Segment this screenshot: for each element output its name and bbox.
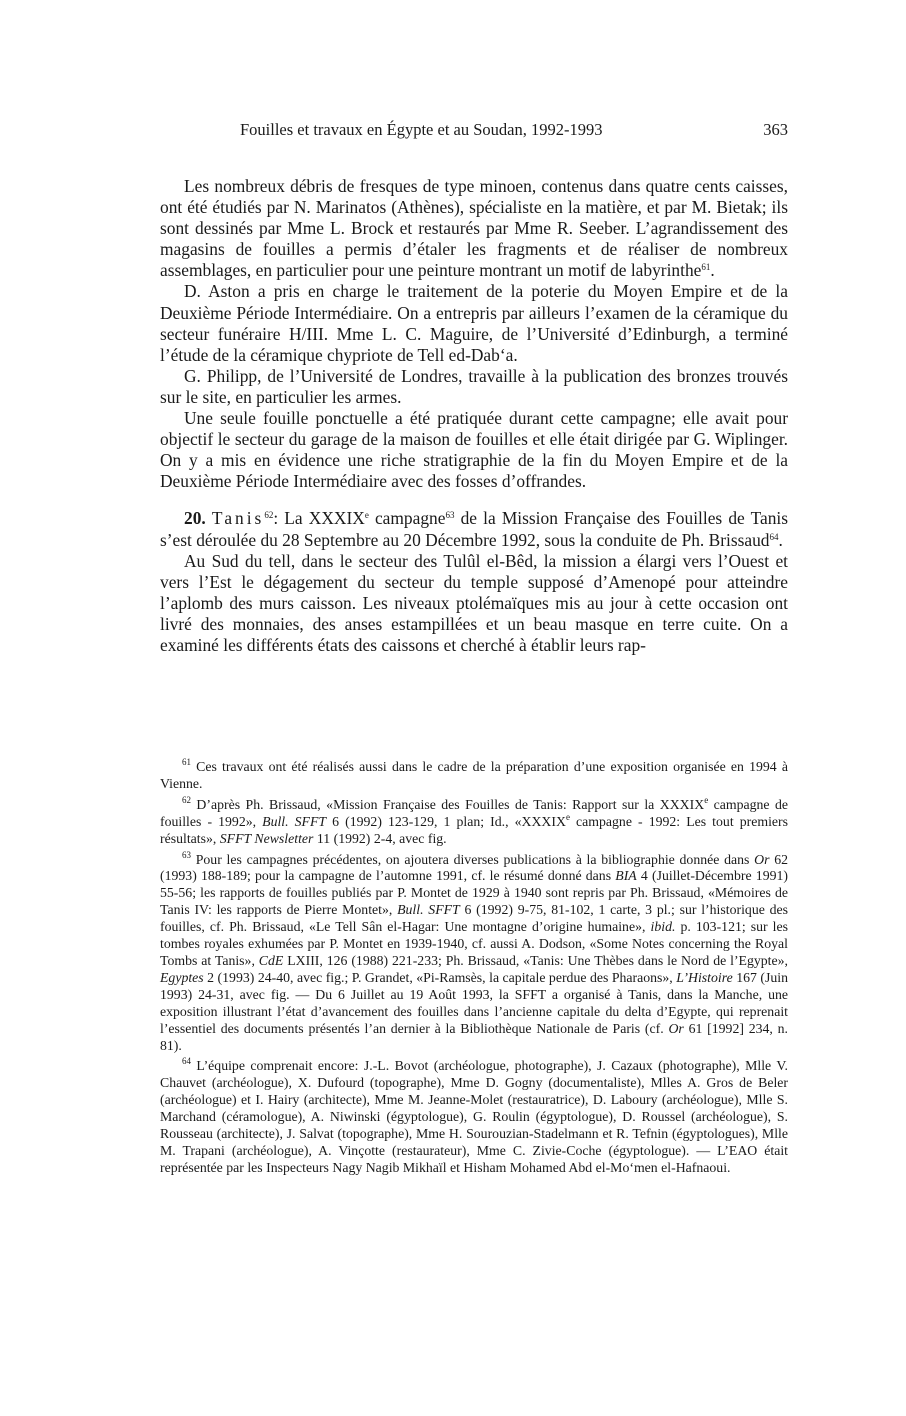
footnote <box>160 794 789 848</box>
text-run: campagne - 1992: Les tout premiers résultats», <box>160 813 788 846</box>
site-name: Tanis <box>211 508 265 529</box>
section-number: 20. <box>184 508 206 529</box>
note-ref: 63 <box>445 510 455 521</box>
italic-title: Bull. SFFT <box>262 813 327 829</box>
text-run: : La XXXIX <box>273 508 365 529</box>
paragraph <box>160 508 788 550</box>
text-run: D’après Ph. Brissaud, «Mission Française des Fouilles de Tanis: Rapport sur la XXXIX <box>191 796 705 812</box>
italic-title: L’Histoire <box>676 969 733 985</box>
paragraph <box>160 281 788 365</box>
page-number: 363 <box>763 120 788 139</box>
text-run: 62 (1993) 188-189; pour la campagne de l’automne 1991, cf. le résumé donné dans <box>160 851 788 884</box>
text-run: 167 (Juin 1993) 24-31, avec fig. — Du 6 Juillet au 19 Août 1993, la SFFT a organisé à Tanis, dans la Manche, une exposition illustrant l’état d’avancement des fouilles dans l’ancienne capitale du delta d’Egypte, qui reprenait l’essentiel des documents présentés l’an dernier à la Bibliothèque Nationale de Paris (cf. <box>160 969 788 1036</box>
text-run: Ces travaux ont été réalisés aussi dans le cadre de la préparation d’une exposition organisée en 1994 à Vienne. <box>160 759 788 791</box>
paragraph <box>160 366 788 408</box>
note-ref: 64 <box>769 531 779 542</box>
italic-title: Bull. SFFT <box>397 902 460 918</box>
text-run: . <box>710 260 715 281</box>
note-ref: e <box>565 811 570 822</box>
text-run: campagne <box>368 508 446 529</box>
text-run: L’équipe comprenait encore: J.-L. Bovot (archéologue, photographe), J. Cazaux (photographe), Mlle V. Chauvet (archéologue), X. Dufourd (topographe), Mme D. Gogny (documentaliste), Mlles A. Gros de Beler (archéologue) et I. Hairy (architecte), Mme M. Jeanne-Molet (restauratrice), D. Laboury (archéologue), Mlle S. Marchand (céramologue), A. Niwinski (égyptologue), G. Roulin (égyptologue), D. Roussel (archéologue), S. Rousseau (architecte), J. Salvat (topographe), Mme H. Sourouzian-Stadelmann et R. Tefnin (égyptologues), Mlle M. Trapani (archéologue), A. Vinçotte (restaurateur), Mme C. Zivie-Coche (égyptologue). — L’EAO était représentée par les Inspecteurs Nagy Nagib Mikhaïl et Hisham Mohamed Abd el-Mo‘men el-Hafnaoui. <box>160 1058 788 1175</box>
note-ref: 61 <box>182 757 191 767</box>
paragraph <box>160 408 788 492</box>
text-run: Les nombreux débris de fresques de type minoen, contenus dans quatre cents caisses, ont été étudiés par N. Marinatos (Athènes), spécialiste en la matière, et par M. Bietak; ils sont dessinés par Mme L. Brock et restaurés par Mme R. Seeber. L’agrandissement des magasins de fouilles a permis d’étaler les fragments et de réaliser de nombreux assemblages, en particulier pour une peinture montrant un motif de labyrinthe <box>160 176 788 281</box>
note-ref: 64 <box>182 1056 191 1067</box>
text-run: p. 103-121; sur les tombes royales exhumées par P. Montet en 1939-1940, cf. aussi A. Dodson, «Some Notes concerning the Royal Tombs at Tanis», <box>160 919 788 968</box>
note-ref: e <box>364 510 369 521</box>
italic-title: Or <box>754 851 770 867</box>
italic-title: SFFT Newsletter <box>219 830 314 846</box>
footnote <box>160 759 788 793</box>
running-title: Fouilles et travaux en Égypte et au Soudan, 1992-1993 <box>240 120 603 139</box>
italic-title: CdE <box>258 952 284 968</box>
text-run: 6 (1992) 9-75, 81-102, 1 carte, 3 pl.; sur l’historique des fouilles, cf. Ph. Brissaud, «Le Tell Sân el-Hagar: Une montagne d’origine humaine», <box>160 902 788 935</box>
footnote <box>160 1058 788 1176</box>
paragraph <box>160 551 788 656</box>
running-header <box>160 120 788 144</box>
text-run: 2 (1993) 24-40, avec fig.; P. Grandet, «Pi-Ramsès, la capitale perdue des Pharaons», <box>203 969 677 985</box>
italic-title: ibid. <box>650 919 676 935</box>
paragraph <box>160 176 788 281</box>
italic-title: Egyptes <box>160 969 204 985</box>
note-ref: 62 <box>182 794 191 805</box>
text-run: D. Aston a pris en charge le traitement de la poterie du Moyen Empire et de la Deuxième Période Intermédiaire. On a entrepris par ailleurs l’examen de la céramique du secteur funéraire H/III. Mme L. C. Maguire, de l’Université d’Edinburgh, a terminé l’étude de la céramique chypriote de Tell ed-Dab‘a. <box>160 281 788 365</box>
text-run: de la Mission Française des Fouilles de Tanis s’est déroulée du 28 Septembre au 20 Décembre 1992, sous la conduite de Ph. Brissaud <box>160 508 788 550</box>
italic-title: BIA <box>615 868 637 884</box>
text-run: 6 (1992) 123-129, 1 plan; Id., «XXXIX <box>326 813 566 829</box>
main-text <box>160 176 788 656</box>
text-run: Pour les campagnes précédentes, on ajoutera diverses publications à la bibliographie donnée dans <box>191 851 755 867</box>
footnotes <box>160 759 788 1181</box>
text-run: campagne de fouilles - 1992», <box>160 796 789 829</box>
italic-title: Or <box>668 1020 684 1036</box>
note-ref: e <box>704 794 709 805</box>
note-ref: 63 <box>182 849 191 860</box>
text-run: Au Sud du tell, dans le secteur des Tulûl el-Bêd, la mission a élargi vers l’Ouest et vers l’Est le dégagement du secteur du temple supposé d’Amenopé pour atteindre l’aplomb des murs caisson. Les niveaux ptolémaïques mis au jour à cette occasion ont livré des monnaies, des anses estampillées et un beau masque en terre cuite. On a examiné les différents états des caissons et cherché à établir leurs rap- <box>160 550 788 655</box>
note-ref: 61 <box>701 262 711 273</box>
text-run: . <box>778 529 783 550</box>
text-run: 11 (1992) 2-4, avec fig. <box>313 830 447 846</box>
footnote <box>160 849 789 1055</box>
text-run: Une seule fouille ponctuelle a été pratiquée durant cette campagne; elle avait pour objectif le secteur du garage de la maison de fouilles et elle était dirigée par G. Wiplinger. On y a mis en évidence une riche stratigraphie de la fin du Moyen Empire et de la Deuxième Période Intermédiaire avec des fosses d’offrandes. <box>160 408 788 492</box>
text-run: G. Philipp, de l’Université de Londres, travaille à la publication des bronzes trouvés sur le site, en particulier les armes. <box>160 365 788 407</box>
note-ref: 62 <box>264 510 274 521</box>
text-run: 4 (Juillet-Décembre 1991) 55-56; les rapports de fouilles publiés par P. Montet de 1929 à 1940 sont repris par Ph. Brissaud, «Mémoires de Tanis IV: les rapports de Pierre Montet», <box>160 868 789 918</box>
text-run: LXIII, 126 (1988) 221-233; Ph. Brissaud, «Tanis: Une Thèbes dans le Nord de l’Egypte», <box>283 952 788 968</box>
text-run: 61 [1992] 234, n. 81). <box>160 1020 788 1053</box>
